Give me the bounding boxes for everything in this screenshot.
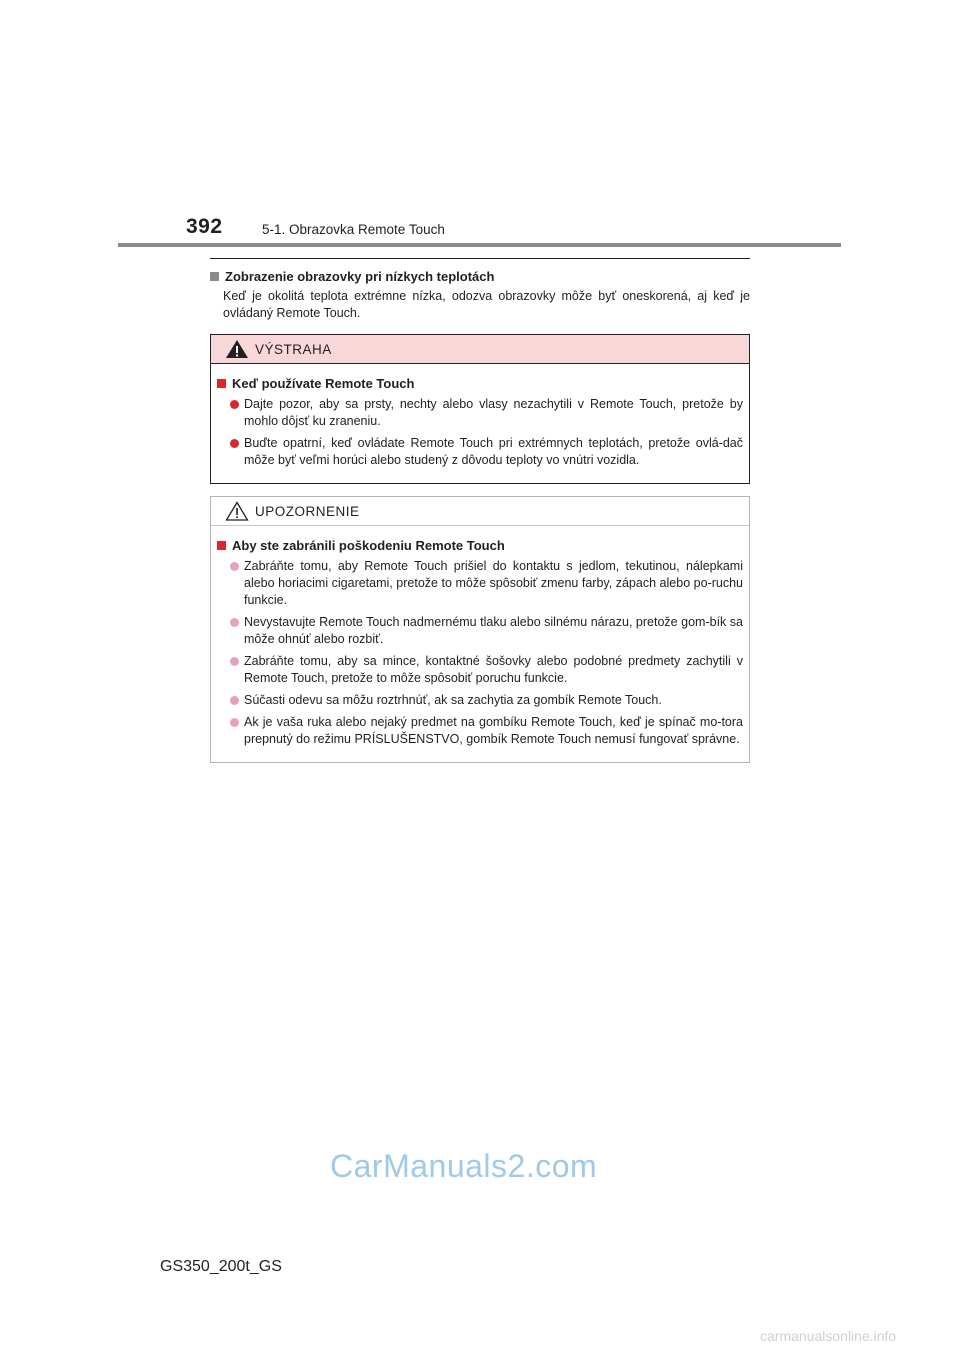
warning-heading-text: Keď používate Remote Touch [232,376,415,391]
notice-item-text: Zabráňte tomu, aby Remote Touch prišiel do kontaktu s jedlom, tekutinou, nálepkami alebo horiacimi cigaretami, pretože to môže spôsobiť zmenu farby, zápach alebo po-ruchu funkcie. [244,559,743,607]
square-bullet-icon [217,379,226,388]
warning-title: VÝSTRAHA [255,341,332,357]
notice-item [230,714,743,748]
notice-item-text: Ak je vaša ruka alebo nejaký predmet na gombíku Remote Touch, keď je spínač mo-tora prepnutý do režimu PRÍSLUŠENSTVO, gombík Remote Touch nemusí fungovať správne. [244,715,743,746]
intro-heading [210,269,750,284]
warning-heading [217,376,743,391]
notice-item [230,614,743,648]
page-number: 392 [186,215,223,238]
watermark-corner: carmanualsonline.info [760,1328,897,1344]
notice-box [210,496,750,763]
warning-item [230,435,743,469]
intro-body: Keď je okolitá teplota extrémne nízka, odozva obrazovky môže byť oneskorená, aj keď je ovládaný Remote Touch. [223,289,750,320]
square-bullet-icon [210,272,219,281]
bullet-dot-icon [230,400,239,409]
main-content [210,258,750,763]
notice-title: UPOZORNENIE [255,503,360,519]
warning-item [230,396,743,430]
notice-item [230,558,743,609]
section-title: 5-1. Obrazovka Remote Touch [262,222,445,237]
bullet-dot-icon [230,618,239,627]
warning-item-text: Buďte opatrní, keď ovládate Remote Touch pri extrémnych teplotách, pretože ovlá-dač môže byť veľmi horúci alebo studený z dôvodu teploty vo vnútri vozidla. [244,436,743,467]
bullet-dot-icon [230,562,239,571]
bullet-dot-icon [230,657,239,666]
caution-triangle-icon [225,501,249,521]
bullet-dot-icon [230,718,239,727]
notice-item [230,692,743,709]
notice-body [211,526,749,762]
bullet-dot-icon [230,439,239,448]
notice-item [230,653,743,687]
notice-item-text: Súčasti odevu sa môžu roztrhnúť, ak sa zachytia za gombík Remote Touch. [244,693,662,707]
warning-triangle-icon [225,339,249,359]
notice-heading [217,538,743,553]
notice-item-text: Zabráňte tomu, aby sa mince, kontaktné šošovky alebo podobné predmety zachytili v Remote Touch, pretože to môže spôsobiť poruchu funkcie. [244,654,743,685]
warning-item-text: Dajte pozor, aby sa prsty, nechty alebo vlasy nezachytili v Remote Touch, pretože by mohlo dôjsť ku zraneniu. [244,397,743,428]
notice-heading-text: Aby ste zabránili poškodeniu Remote Touch [232,538,505,553]
warning-box [210,334,750,484]
header-rule [118,243,841,247]
watermark-logo: CarManuals2.com [330,1148,598,1184]
warning-header [211,335,749,364]
footer-model-code: GS350_200t_GS [160,1258,282,1275]
notice-item-text: Nevystavujte Remote Touch nadmernému tlaku alebo silnému nárazu, pretože gom-bík sa môže ohnúť alebo rozbiť. [244,615,743,646]
warning-body [211,364,749,483]
square-bullet-icon [217,541,226,550]
section-divider [210,258,750,259]
intro-heading-text: Zobrazenie obrazovky pri nízkych teplotách [225,269,495,284]
bullet-dot-icon [230,696,239,705]
notice-header [211,497,749,526]
